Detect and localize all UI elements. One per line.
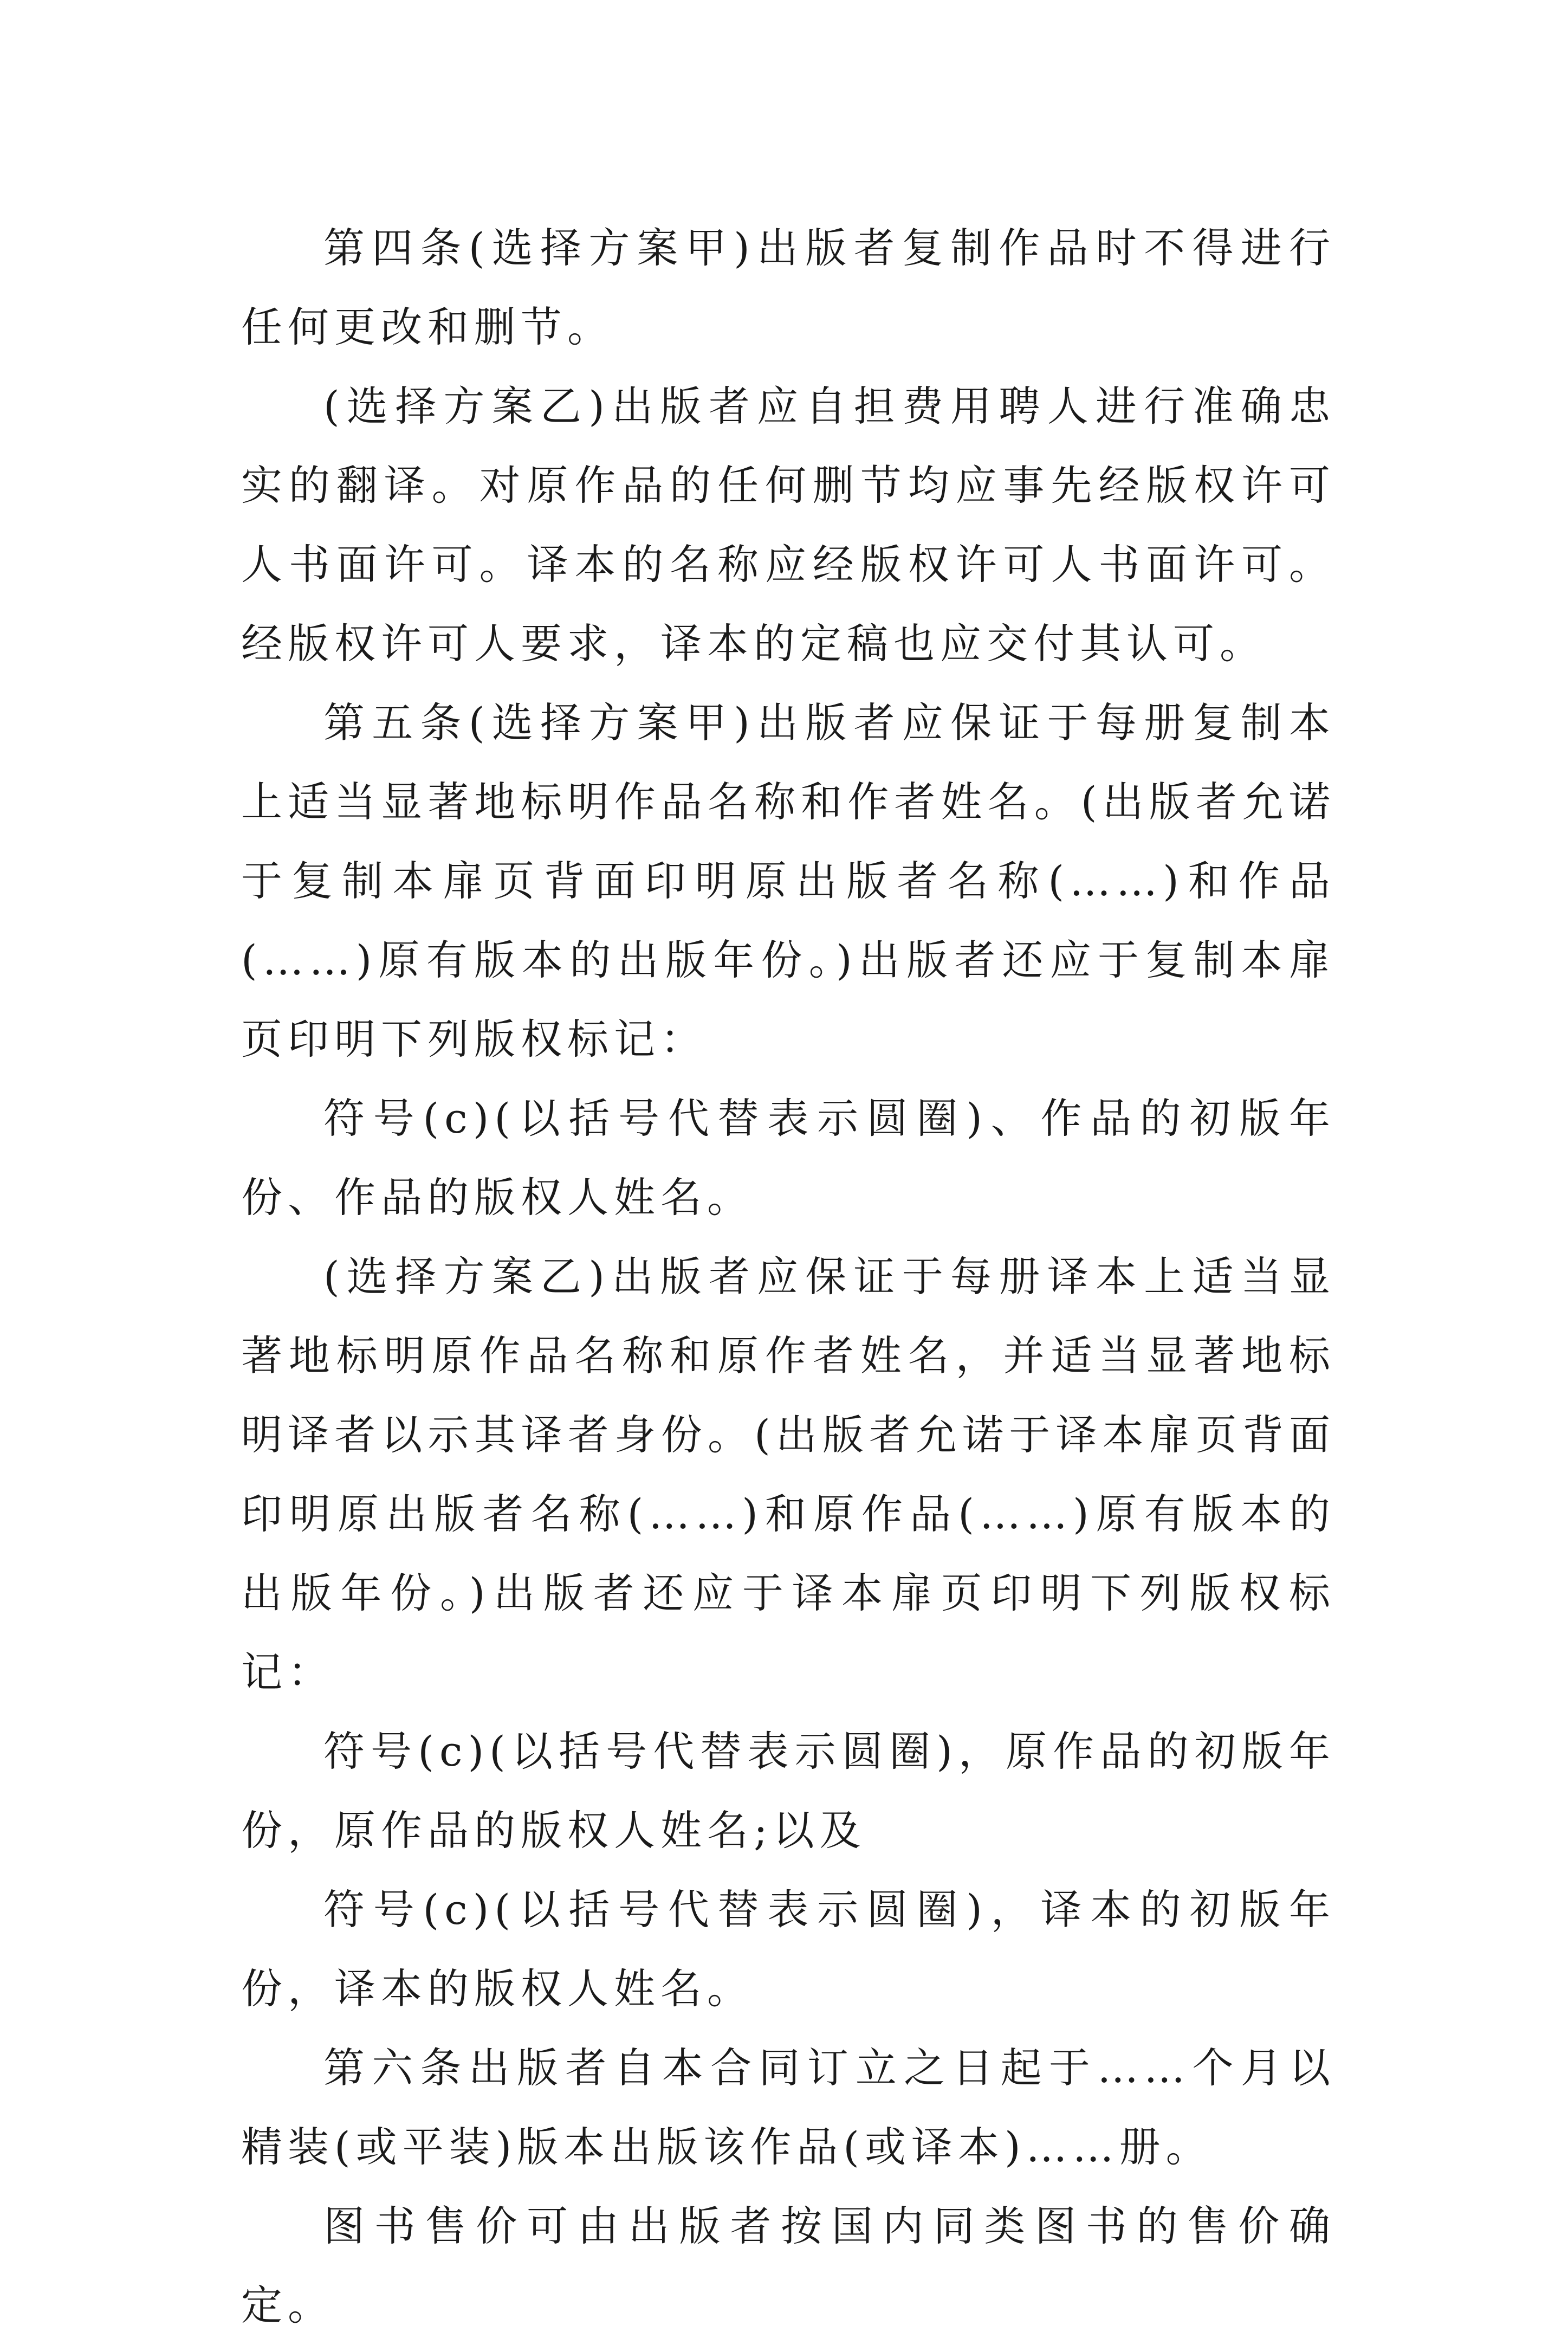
paragraph-copyright-mark-work: 符号(c)(以括号代替表示圆圈)、作品的初版年份、作品的版权人姓名。 xyxy=(241,1094,1336,1222)
paragraph-copyright-mark-original: 符号(c)(以括号代替表示圆圈)，原作品的初版年份，原作品的版权人姓名;以及 xyxy=(241,1727,1336,1855)
document-body xyxy=(241,209,1336,2345)
paragraph-article-5-option-b: (选择方案乙)出版者应保证于每册译本上适当显著地标明原作品名称和原作者姓名，并适当显著地标明译者以示其译者身份。(出版者允诺于译本扉页背面印明原出版者名称(……)和原作品(……)原有版本的出版年份。)出版者还应于译本扉页印明下列版权标记： xyxy=(241,1252,1336,1696)
paragraph-article-4-option-a: 第四条(选择方案甲)出版者复制作品时不得进行任何更改和删节。 xyxy=(241,224,1336,351)
paragraph-article-6: 第六条出版者自本合同订立之日起于……个月以精装(或平装)版本出版该作品(或译本)……册。 xyxy=(241,2044,1336,2171)
paragraph-copyright-mark-translation: 符号(c)(以括号代替表示圆圈)，译本的初版年份，译本的版权人姓名。 xyxy=(241,1885,1336,2013)
paragraph-article-4-option-b: (选择方案乙)出版者应自担费用聘人进行准确忠实的翻译。对原作品的任何删节均应事先经版权许可人书面许可。译本的名称应经版权许可人书面许可。经版权许可人要求，译本的定稿也应交付其认可。 xyxy=(241,382,1336,668)
paragraph-article-5-option-a: 第五条(选择方案甲)出版者应保证于每册复制本上适当显著地标明作品名称和作者姓名。(出版者允诺于复制本扉页背面印明原出版者名称(……)和作品(……)原有版本的出版年份。)出版者还应于复制本扉页印明下列版权标记： xyxy=(241,699,1336,1063)
paragraph-book-price: 图书售价可由出版者按国内同类图书的售价确定。 xyxy=(241,2202,1336,2329)
